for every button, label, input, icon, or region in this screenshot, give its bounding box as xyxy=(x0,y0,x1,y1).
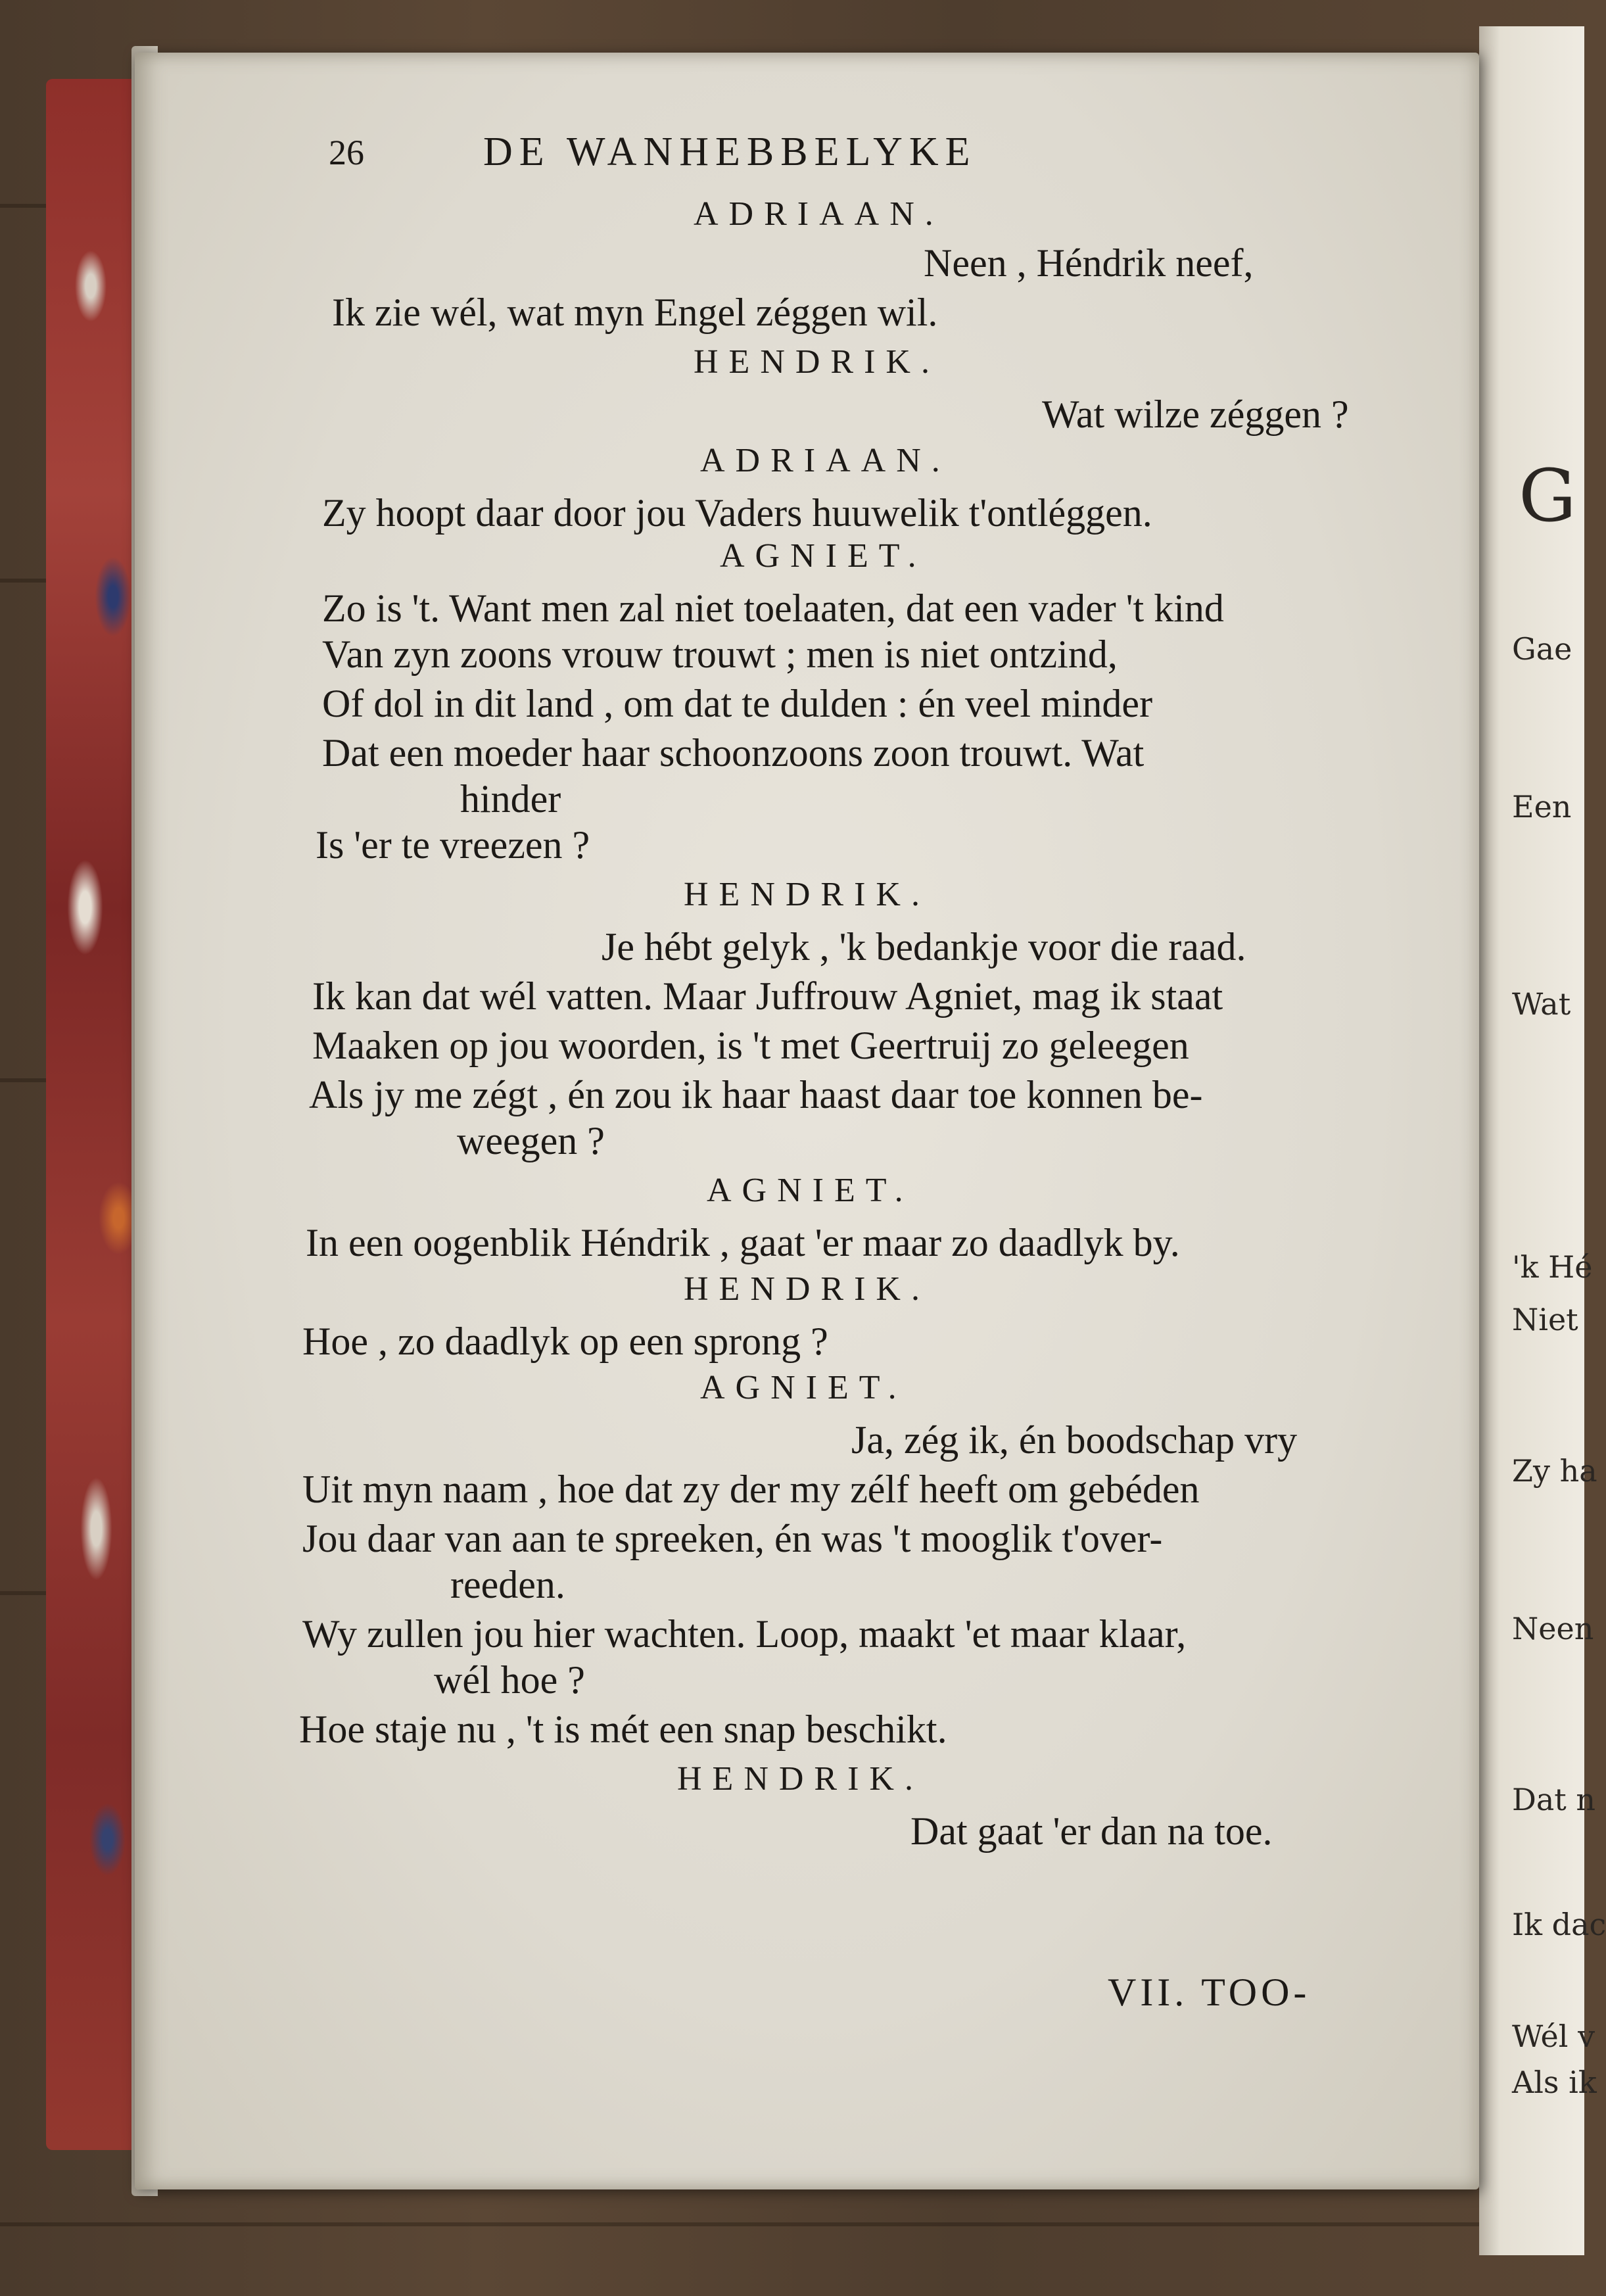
facing-page-fragment: Niet xyxy=(1512,1302,1578,1337)
verse-line: Hoe staje nu , 't is mét een snap beschikt. xyxy=(299,1708,947,1751)
verse-line: reeden. xyxy=(450,1563,565,1606)
verse-line: Ja, zég ik, én boodschap vry xyxy=(851,1418,1298,1462)
verse-line: Uit myn naam , hoe dat zy der my zélf heeft om gebéden xyxy=(302,1468,1200,1511)
verse-line: Dat een moeder haar schoonzoons zoon trouwt. Wat xyxy=(322,731,1145,775)
facing-page xyxy=(1479,26,1606,2255)
speaker-name: HENDRIK. xyxy=(684,1270,930,1308)
speaker-name: AGNIET. xyxy=(700,1369,907,1406)
verse-line: Je hébt gelyk , 'k bedankje voor die raad. xyxy=(602,925,1246,969)
verse-line: Is 'er te vreezen ? xyxy=(316,823,590,867)
facing-page-fragment: Een xyxy=(1512,789,1572,825)
facing-page-fragment: Wél v xyxy=(1512,2019,1595,2054)
speaker-name: AGNIET. xyxy=(707,1172,914,1209)
verse-line: Ik kan dat wél vatten. Maar Juffrouw Agniet, mag ik staat xyxy=(312,974,1223,1018)
facing-page-fragment: Ik dac xyxy=(1512,1907,1606,1942)
verse-line: Van zyn zoons vrouw trouwt ; men is niet ontzind, xyxy=(322,633,1118,676)
facing-page-fragment: Wat xyxy=(1512,986,1571,1022)
verse-line: Neen , Héndrik neef, xyxy=(924,241,1254,285)
verse-line: Wat wilze zéggen ? xyxy=(1042,393,1349,436)
facing-page-fragment: Zy ha xyxy=(1512,1453,1597,1489)
verse-line: hinder xyxy=(460,777,561,821)
facing-page-fragment: Gae xyxy=(1512,631,1572,667)
verse-line: Jou daar van aan te spreeken, én was 't mooglik t'over- xyxy=(302,1517,1163,1560)
facing-page-fragment: G xyxy=(1519,454,1576,538)
speaker-name: HENDRIK. xyxy=(694,343,940,381)
verse-line: Wy zullen jou hier wachten. Loop, maakt 'et maar klaar, xyxy=(302,1612,1187,1656)
facing-page-fragment: 'k Hé xyxy=(1512,1249,1593,1285)
speaker-name: AGNIET. xyxy=(720,537,927,575)
verse-line: Zy hoopt daar door jou Vaders huuwelik t'ontléggen. xyxy=(322,491,1152,535)
facing-page-fragment: Als ik xyxy=(1512,2065,1597,2100)
verse-line: Hoe , zo daadlyk op een sprong ? xyxy=(302,1320,828,1363)
book-page xyxy=(135,53,1479,2189)
verse-line: Of dol in dit land , om dat te dulden : én veel minder xyxy=(322,682,1153,725)
verse-line: Zo is 't. Want men zal niet toelaaten, dat een vader 't kind xyxy=(322,586,1224,630)
verse-line: wél hoe ? xyxy=(434,1658,585,1702)
speaker-name: HENDRIK. xyxy=(677,1760,924,1798)
verse-line: In een oogenblik Héndrik , gaat 'er maar zo daadlyk by. xyxy=(306,1221,1180,1264)
verse-line: Als jy me zégt , én zou ik haar haast daar toe konnen be- xyxy=(309,1073,1203,1116)
catchword: VII. TOO- xyxy=(1108,1971,1311,2014)
verse-line: Dat gaat 'er dan na toe. xyxy=(910,1809,1273,1853)
speaker-name: HENDRIK. xyxy=(684,876,930,913)
verse-line: Ik zie wél, wat myn Engel zéggen wil. xyxy=(332,291,938,334)
verse-line: weegen ? xyxy=(457,1119,605,1162)
facing-page-fragment: Neen xyxy=(1512,1611,1594,1646)
wood-grain xyxy=(0,2222,1570,2226)
page-number: 26 xyxy=(329,133,364,172)
verse-line: Maaken op jou woorden, is 't met Geertruij zo geleegen xyxy=(312,1024,1189,1067)
speaker-name: ADRIAAN. xyxy=(694,195,944,233)
facing-page-fragment: Dat n xyxy=(1512,1782,1596,1817)
running-title: DE WANHEBBELYKE xyxy=(483,130,977,174)
speaker-name: ADRIAAN. xyxy=(700,442,951,479)
